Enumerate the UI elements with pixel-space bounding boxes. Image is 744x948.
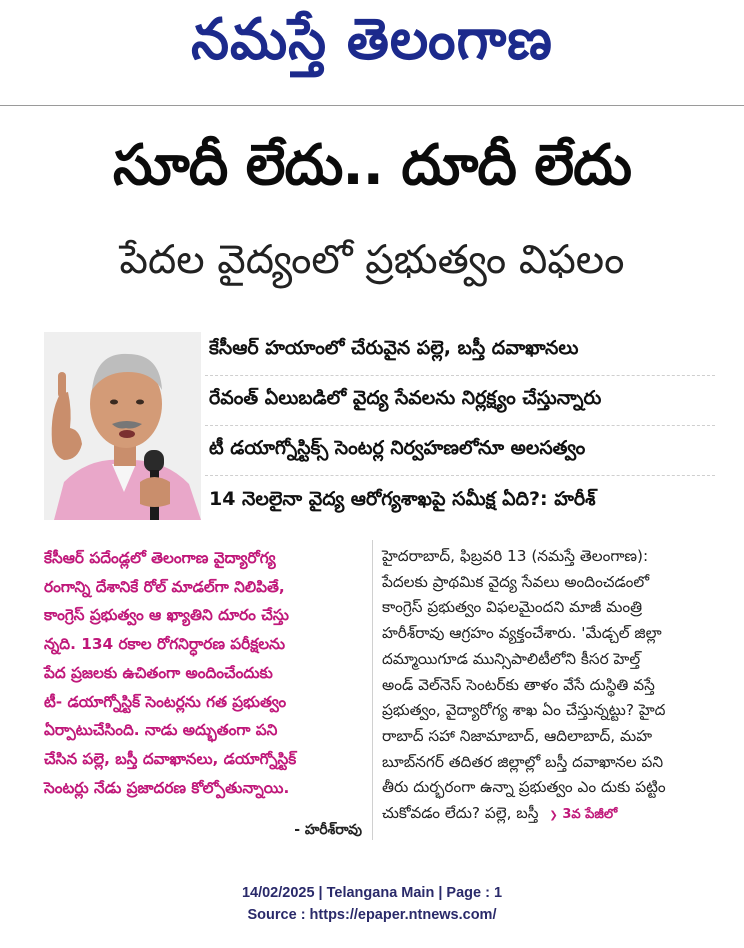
quote-line: చేసిన పల్లె, బస్తీ దవాఖానలు, డయాగ్నోస్టిక్ xyxy=(44,749,297,768)
story-line: బూబ్‌నగర్ తదితర జిల్లాల్లో బస్తీ దవాఖానల పని xyxy=(382,752,664,771)
column-divider xyxy=(372,540,373,840)
story-line: రాబాద్ సహా నిజామాబాద్, ఆదిలాబాద్, మహ xyxy=(382,726,653,745)
highlights xyxy=(205,326,715,526)
headline: సూదీ లేదు.. దూదీ లేదు xyxy=(112,133,631,198)
quote-attribution: - హరీశ్‌రావు xyxy=(294,822,362,838)
quote-line: న్నది. 134 రకాల రోగనిర్ధారణ పరీక్షలను xyxy=(44,635,286,654)
story-line: హైదరాబాద్, ఫిబ్రవరి 13 (నమస్తే తెలంగాణ): xyxy=(382,547,649,565)
subheadline: పేదల వైద్యంలో ప్రభుత్వం విఫలం xyxy=(119,237,625,283)
highlight-item: కేసీఆర్ హయాంలో చేరువైన పల్లె, బస్తీ దవాఖానలు xyxy=(205,326,715,376)
masthead-rule xyxy=(0,105,744,106)
highlight-item: టీ డయాగ్నోస్టిక్స్ సెంటర్ల నిర్వహణలోనూ అలసత్వం xyxy=(205,426,715,476)
quote-line: పేద ప్రజలకు ఉచితంగా అందించేందుకు xyxy=(44,663,273,682)
quote-line: కేసీఆర్ పదేండ్లలో తెలంగాణ వైద్యారోగ్య xyxy=(44,549,276,567)
story-line: చుకోవడం లేదు? పల్లె, బస్తీ xyxy=(382,804,539,823)
continued-link[interactable] xyxy=(549,807,617,822)
story-line: ప్రభుత్వం, వైద్యారోగ్య శాఖ ఏం చేస్తున్నట్టు? హైద xyxy=(382,701,666,720)
highlight-item: 14 నెలలైనా వైద్య ఆరోగ్యశాఖపై సమీక్ష ఏది?: హరీశ్ xyxy=(209,487,596,510)
arrow-right-icon: ❯ xyxy=(549,810,558,822)
story-line: కాంగ్రెస్ ప్రభుత్వం విఫలమైందని మాజీ మంత్రి xyxy=(382,598,643,617)
masthead xyxy=(0,0,744,92)
story-line: తీరు దుర్భరంగా ఉన్నా ప్రభుత్వం ఎం దుకు పట్టిం xyxy=(382,778,666,797)
page-footer xyxy=(0,882,744,926)
story-line: హరీశ్‌రావు ఆగ్రహం వ్యక్తంచేశారు. 'మేడ్చల్ జిల్లా xyxy=(382,624,662,643)
masthead-logo: నమస్తే తెలంగాణ xyxy=(191,5,553,72)
story-line-last xyxy=(382,801,708,829)
highlight-item: రేవంత్ ఏలుబడిలో వైద్య సేవలను నిర్లక్ష్యం చేస్తున్నారు xyxy=(205,376,715,426)
edition-info: 14/02/2025 | Telangana Main | Page : 1 xyxy=(241,885,503,901)
story-line: దమ్మాయిగూడ మున్సిపాలిటీలోని కీసర హెల్త్ xyxy=(382,649,641,668)
quote-line: కాంగ్రెస్ ప్రభుత్వం ఆ ఖ్యాతిని దూరం చేస్తు xyxy=(44,606,289,625)
quote-line: టీ- డయాగ్నోస్టిక్ సెంటర్లను గత ప్రభుత్వం xyxy=(44,692,287,711)
quote-line: సెంటర్లు నేడు ప్రజాదరణ కోల్పోతున్నాయి. xyxy=(44,778,290,797)
story-line: పేదలకు ప్రాథమిక వైద్య సేవలు అందించడంలో xyxy=(382,572,650,591)
speaker-photo-illustration xyxy=(44,332,201,520)
story-line: అండ్ వెల్‌నెస్ సెంటర్‌కు తాళం వేసే దుస్థితి వస్తే xyxy=(382,675,655,694)
speaker-photo xyxy=(44,332,201,520)
quote-line: రంగాన్ని దేశానికే రోల్ మాడల్‌గా నిలిపితే, xyxy=(44,577,285,596)
continued-label: 3వ పేజీలో xyxy=(562,807,618,823)
quote-box xyxy=(44,544,362,802)
quote-line: ఏర్పాటుచేసింది. నాడు అద్భుతంగా పని xyxy=(44,721,278,740)
source-link[interactable]: Source : https://epaper.ntnews.com/ xyxy=(247,907,497,923)
story-body xyxy=(382,544,708,829)
